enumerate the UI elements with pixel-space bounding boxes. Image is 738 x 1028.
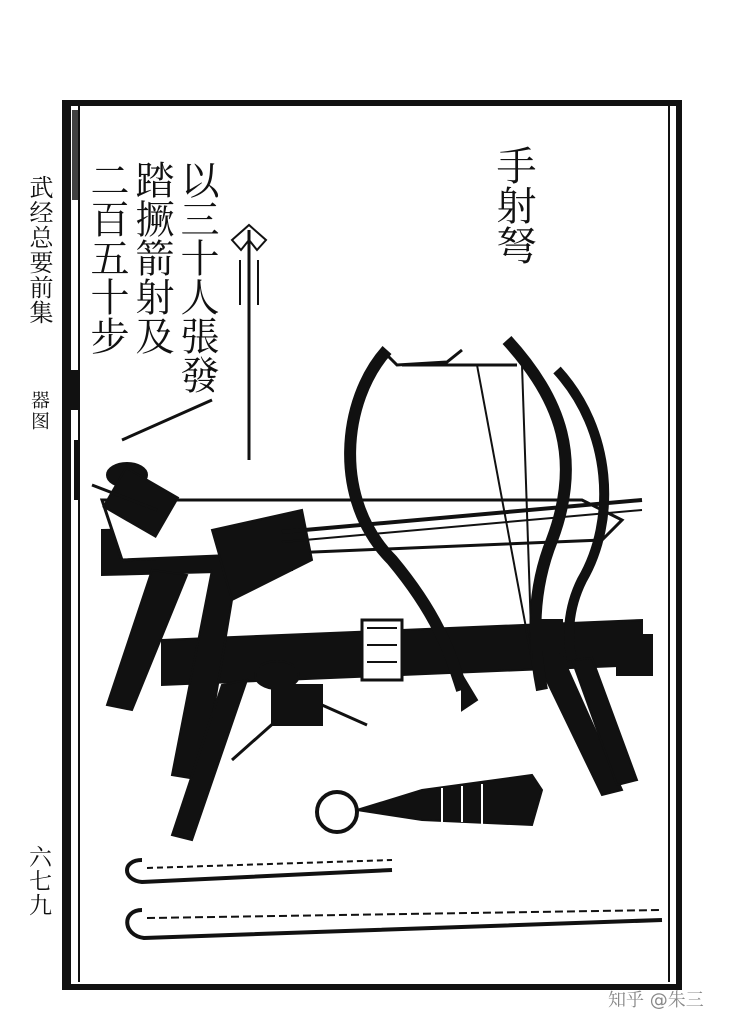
book-title: 武经总要前集 <box>25 175 53 325</box>
section-label: 器图 <box>28 390 50 432</box>
caption-line-3: 二百五十步 <box>84 160 129 355</box>
caption <box>85 160 235 420</box>
watermark: 知乎 @朱三 <box>608 990 704 1011</box>
weapon-title: 手射弩 <box>490 145 536 265</box>
caption-line-1: 以三十人張發 <box>174 160 219 394</box>
page-number: 六七九 <box>25 845 51 917</box>
caption-line-2: 踏撅箭射及 <box>129 160 174 355</box>
